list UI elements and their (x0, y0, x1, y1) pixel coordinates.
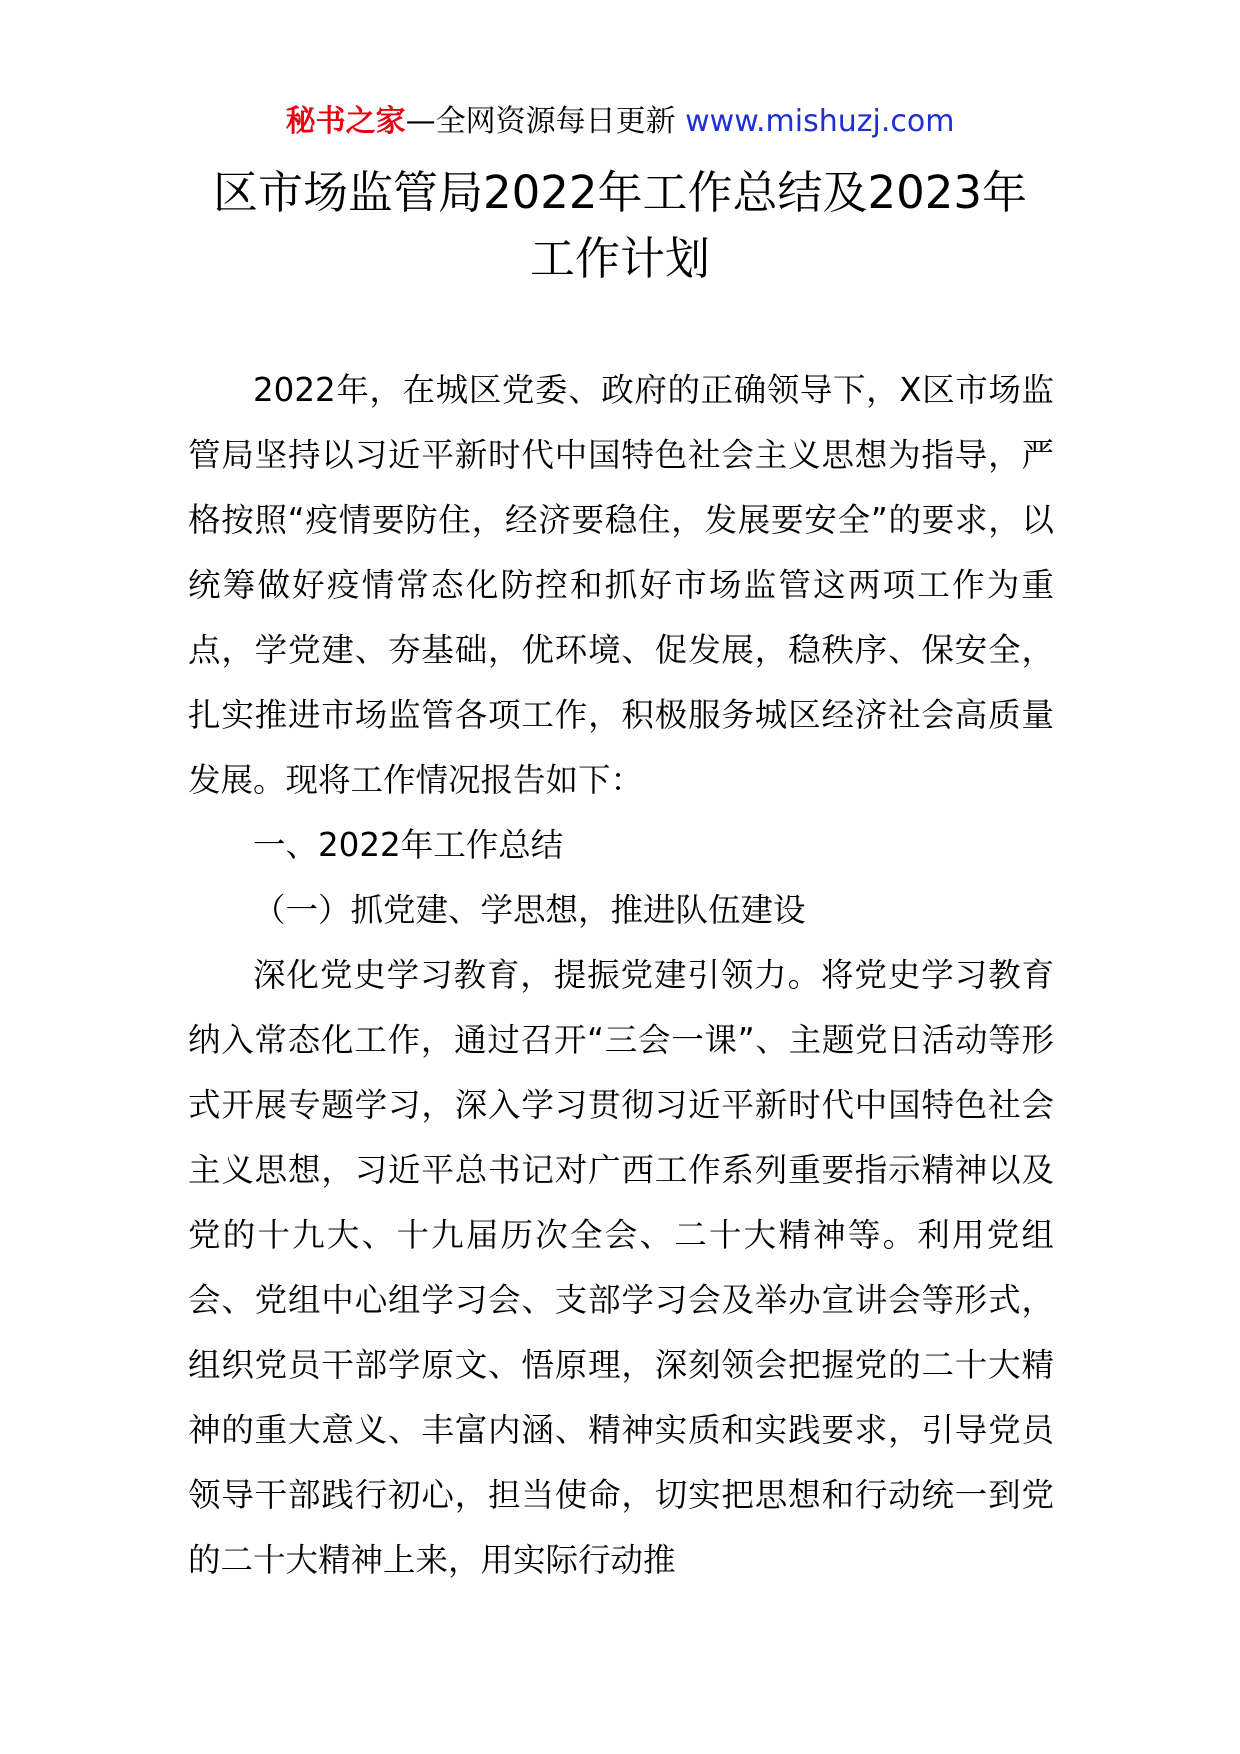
document-body (188, 358, 1054, 1593)
title-line-1: 区市场监管局2022年工作总结及2023年 (212, 166, 1028, 219)
title-line-2: 工作计划 (529, 232, 710, 285)
subsection-heading: （一）抓党建、学思想，推进队伍建设 (253, 891, 806, 929)
document-title (0, 160, 1240, 292)
site-header (0, 100, 1240, 144)
header-tagline: —全网资源每日更新 (405, 104, 686, 139)
site-url-link[interactable]: www.mishuzj.com (685, 104, 955, 139)
intro-paragraph: 2022年，在城区党委、政府的正确领导下，X区市场监管局坚持以习近平新时代中国特色社会主义思想为指导，严格按照“疫情要防住，经济要稳住，发展要安全”的要求，以统筹做好疫情常态化防控和抓好市场监管这两项工作为重点，学党建、夯基础，优环境、促发展，稳秩序、保安全，扎实推进市场监管各项工作，积极服务城区经济社会高质量发展。现将工作情况报告如下： (188, 371, 1054, 799)
brand-name: 秘书之家 (285, 104, 406, 139)
body-paragraph: 深化党史学习教育，提振党建引领力。将党史学习教育纳入常态化工作，通过召开“三会一课”、主题党日活动等形式开展专题学习，深入学习贯彻习近平新时代中国特色社会主义思想，习近平总书记对广西工作系列重要指示精神以及党的十九大、十九届历次全会、二十大精神等。利用党组会、党组中心组学习会、支部学习会及举办宣讲会等形式，组织党员干部学原文、悟原理，深刻领会把握党的二十大精神的重大意义、丰富内涵、精神实质和实践要求，引导党员领导干部践行初心，担当使命，切实把思想和行动统一到党的二十大精神上来，用实际行动推 (188, 956, 1054, 1579)
section-heading: 一、2022年工作总结 (253, 826, 564, 864)
